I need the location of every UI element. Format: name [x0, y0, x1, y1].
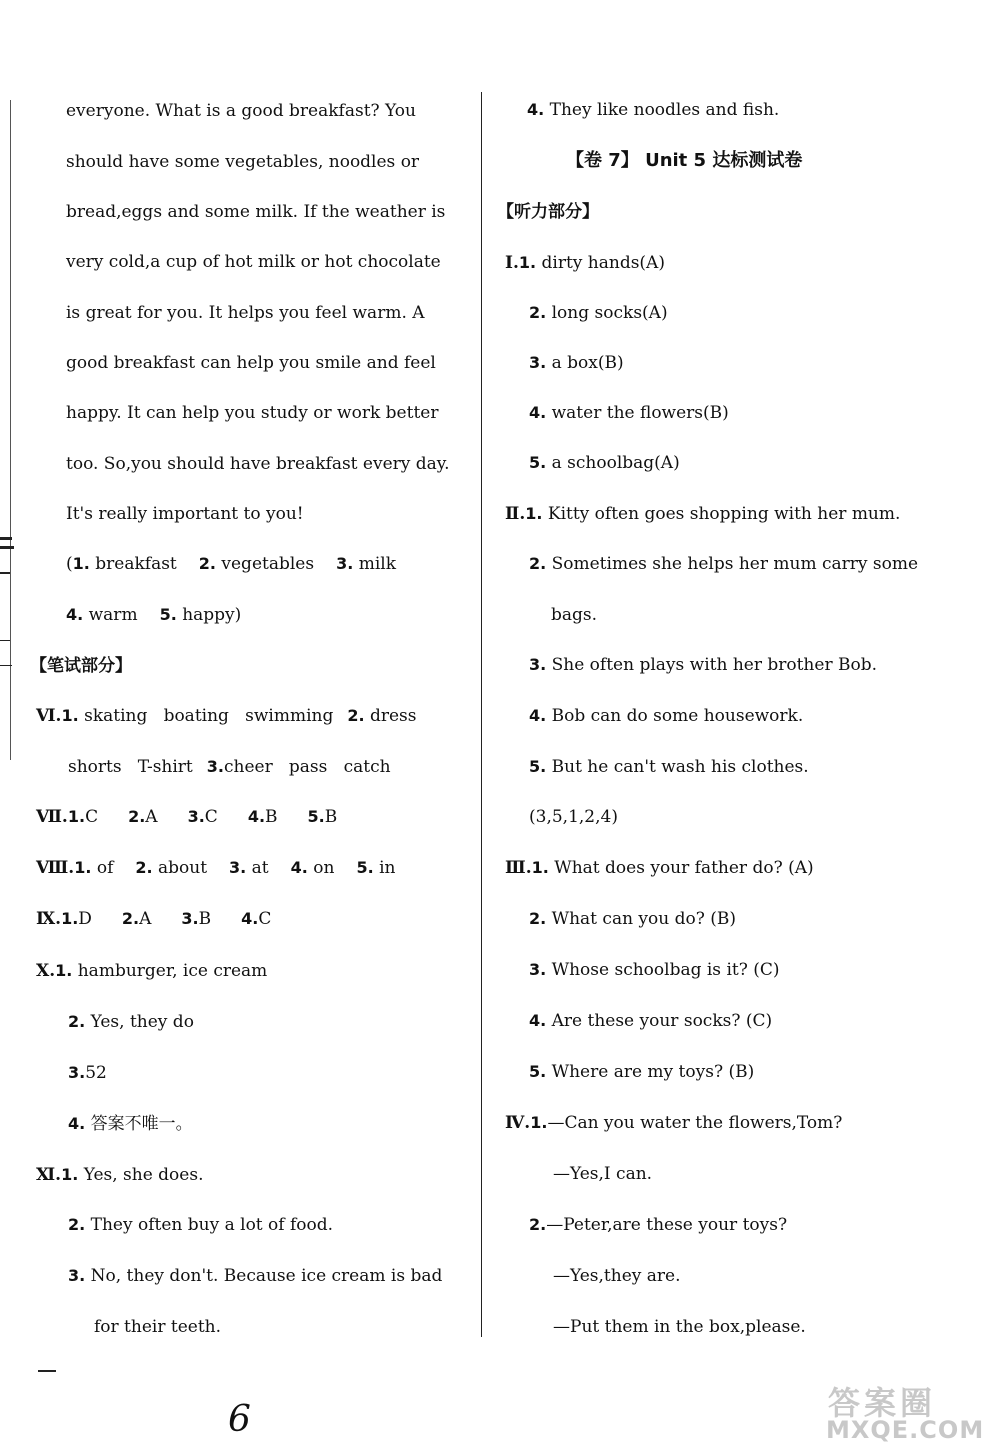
column-divider	[481, 92, 482, 1337]
binding-mark	[0, 537, 12, 540]
passage-line: bread,eggs and some milk. If the weather is	[66, 202, 446, 222]
item-number: 3.	[68, 1063, 86, 1082]
test-number-tag: 【卷 7】	[566, 150, 639, 171]
question-III	[505, 857, 814, 879]
answer-text: in	[379, 858, 396, 878]
item-number: 2.	[135, 858, 153, 877]
item-number: 3.	[181, 909, 199, 928]
answer-text: B	[265, 807, 278, 827]
passage-answers-row	[66, 604, 241, 626]
item-number: 4.	[527, 100, 545, 119]
question-II-item	[529, 705, 803, 727]
item-number: 5.	[529, 453, 547, 472]
item-number: 1.	[72, 554, 90, 573]
answer-text: milk	[358, 554, 396, 574]
question-IX	[36, 908, 271, 930]
roman-numeral: Ⅸ.	[36, 909, 62, 929]
item-number: 1.	[531, 858, 549, 877]
item-number: 2.	[121, 909, 140, 928]
item-number: 3.	[529, 353, 547, 372]
question-IV-line: —Put them in the box,please.	[553, 1317, 806, 1337]
question-III-item	[529, 1061, 754, 1083]
answer-text: long socks(A)	[551, 303, 668, 323]
answer-text: dress	[369, 706, 417, 726]
passage-line: It's really important to you!	[66, 504, 304, 524]
passage-line: everyone. What is a good breakfast? You	[66, 101, 416, 121]
answer-text: A	[139, 909, 152, 929]
binding-mark	[0, 546, 14, 549]
item-number: 4.	[247, 807, 266, 826]
question-XI-cont: for their teeth.	[94, 1317, 222, 1337]
question-I-item	[529, 452, 680, 474]
question-XI-item	[68, 1265, 442, 1287]
question-II-cont: bags.	[551, 605, 598, 625]
answer-text: 答案不唯一。	[90, 1114, 193, 1134]
roman-numeral: Ⅷ.	[36, 858, 75, 878]
answer-text: hamburger, ice cream	[77, 961, 268, 981]
item-number: 3.	[336, 554, 354, 573]
answer-text: Are these your socks? (C)	[551, 1011, 773, 1031]
question-XI	[36, 1164, 203, 1186]
item-number: 2.	[198, 554, 216, 573]
answer-text: breakfast	[95, 554, 177, 574]
question-II-item	[529, 553, 918, 575]
continued-answer	[527, 99, 779, 121]
section-heading-written: 【笔试部分】	[30, 656, 132, 676]
answer-text: Bob can do some housework.	[551, 706, 804, 726]
roman-numeral: Ⅲ.	[505, 858, 532, 878]
passage-answers-row	[66, 553, 396, 575]
roman-numeral: Ⅹ.	[36, 961, 56, 981]
item-number: 5.	[159, 605, 177, 624]
answer-text: B	[324, 807, 338, 827]
answer-text: about	[158, 858, 208, 878]
question-VI-cont	[68, 756, 391, 778]
answer-text: She often plays with her brother Bob.	[551, 655, 877, 675]
question-II-item	[529, 654, 877, 676]
footer-rule	[38, 1370, 56, 1372]
item-number: 1.	[525, 504, 543, 523]
item-number: 4.	[68, 1114, 86, 1133]
roman-numeral: Ⅺ.	[36, 1165, 62, 1185]
item-number: 4.	[241, 909, 259, 928]
answer-text: skating boating swimming	[84, 706, 334, 726]
answer-text: 52	[85, 1063, 107, 1083]
binding-mark	[0, 640, 10, 641]
item-number: 4.	[66, 605, 84, 624]
answer-text: vegetables	[221, 554, 315, 574]
item-number: 4.	[290, 858, 308, 877]
item-number: 3.	[529, 655, 547, 674]
item-number: 4.	[529, 706, 547, 725]
binding-mark	[0, 665, 12, 666]
answer-text: C	[85, 807, 99, 827]
question-III-item	[529, 959, 780, 981]
item-number: 1.	[74, 858, 92, 877]
answer-text: of	[96, 858, 114, 878]
binding-mark	[0, 572, 10, 574]
dialogue-line: —Can you water the flowers,Tom?	[547, 1113, 843, 1133]
item-number: 1.	[55, 961, 73, 980]
item-number: 1.	[518, 253, 537, 272]
question-IV	[505, 1112, 842, 1134]
answer-text: A	[145, 807, 158, 827]
answer-text: What does your father do? (A)	[554, 858, 814, 878]
section-heading-listening: 【听力部分】	[497, 202, 599, 222]
item-number: 1.	[61, 1165, 79, 1184]
question-X	[36, 960, 267, 982]
answer-text: D	[78, 909, 92, 929]
item-number: 2.	[347, 706, 365, 725]
question-VIII	[36, 857, 395, 879]
item-number: 5.	[529, 757, 547, 776]
answer-text: No, they don't. Because ice cream is bad	[90, 1266, 443, 1286]
question-III-item	[529, 1010, 772, 1032]
paren: (	[66, 554, 73, 574]
answer-text: on	[313, 858, 335, 878]
dialogue-line: —Peter,are these your toys?	[546, 1215, 788, 1235]
answer-text: dirty hands(A)	[541, 253, 665, 273]
passage-line: good breakfast can help you smile and feel	[66, 353, 436, 373]
passage-line: happy. It can help you study or work better	[66, 403, 439, 423]
answer-text: Sometimes she helps her mum carry some	[551, 554, 919, 574]
answer-text: a schoolbag(A)	[551, 453, 680, 473]
item-number: 5.	[356, 858, 374, 877]
question-VII	[36, 806, 337, 828]
question-VI	[36, 705, 417, 727]
item-number: 5.	[307, 807, 325, 826]
passage-line: too. So,you should have breakfast every day.	[66, 454, 450, 474]
answer-text: C	[258, 909, 272, 929]
question-IV-line: —Yes,I can.	[553, 1164, 653, 1184]
passage-line: should have some vegetables, noodles or	[66, 152, 420, 172]
roman-numeral: Ⅳ.	[505, 1113, 531, 1133]
answer-text: warm	[88, 605, 138, 625]
item-number: 3.	[529, 960, 547, 979]
item-number: 1.	[67, 807, 86, 826]
item-number: 3.	[68, 1266, 86, 1285]
answer-text: at	[251, 858, 269, 878]
answer-text: C	[204, 807, 218, 827]
answer-text: happy)	[182, 605, 242, 625]
item-number: 3.	[229, 858, 247, 877]
item-number: 1.	[61, 909, 79, 928]
watermark-url: MXQE.COM	[826, 1416, 985, 1444]
question-X-item	[68, 1011, 194, 1033]
question-II-item	[529, 756, 809, 778]
answer-text: a box(B)	[551, 353, 624, 373]
question-I-item	[529, 352, 624, 374]
binding-edge-line	[10, 100, 11, 760]
item-number: 4.	[529, 1011, 547, 1030]
item-number: 2.	[68, 1012, 86, 1031]
passage-line: is great for you. It helps you feel warm. A	[66, 303, 425, 323]
question-IV-line: —Yes,they are.	[553, 1266, 681, 1286]
roman-numeral: Ⅵ.	[36, 706, 62, 726]
question-I-item	[529, 402, 729, 424]
question-IV-item	[529, 1214, 787, 1236]
item-number: 3.	[187, 807, 205, 826]
answer-text: B	[198, 909, 212, 929]
item-number: 5.	[529, 1062, 547, 1081]
question-XI-item	[68, 1214, 333, 1236]
question-X-item	[68, 1062, 107, 1084]
watermark-text: 答案圈	[828, 1384, 937, 1422]
answer-text: Where are my toys? (B)	[551, 1062, 755, 1082]
answer-text: But he can't wash his clothes.	[551, 757, 809, 777]
question-I	[505, 252, 665, 274]
item-number: 1.	[61, 706, 79, 725]
answer-text: They often buy a lot of food.	[90, 1215, 334, 1235]
answer-text: Kitty often goes shopping with her mum.	[547, 504, 901, 524]
item-number: 2.	[68, 1215, 86, 1234]
roman-numeral: Ⅱ.	[505, 504, 526, 524]
item-number: 2.	[529, 554, 547, 573]
item-number: 4.	[529, 403, 547, 422]
question-I-item	[529, 302, 668, 324]
item-number: 2.	[128, 807, 146, 826]
item-number: 1.	[530, 1113, 548, 1132]
passage-line: very cold,a cup of hot milk or hot chocolate	[66, 252, 441, 272]
answer-text: Whose schoolbag is it? (C)	[551, 960, 780, 980]
answer-text: shorts T-shirt	[68, 757, 193, 777]
answer-text: What can you do? (B)	[551, 909, 737, 929]
answer-text: Yes, they do	[90, 1012, 194, 1032]
item-number: 2.	[529, 1215, 547, 1234]
item-number: 2.	[529, 909, 547, 928]
item-number: 2.	[529, 303, 547, 322]
question-II	[505, 503, 900, 525]
page-number: 6	[228, 1399, 251, 1440]
item-number: 3.	[206, 757, 224, 776]
roman-numeral: Ⅶ.	[36, 807, 68, 827]
answer-text: cheer pass catch	[223, 757, 391, 777]
question-X-item	[68, 1113, 193, 1135]
answer-text: They like noodles and fish.	[549, 100, 780, 120]
roman-numeral: Ⅰ.	[505, 253, 519, 273]
question-III-item	[529, 908, 736, 930]
question-II-order: (3,5,1,2,4)	[529, 807, 618, 827]
test-title: Unit 5 达标测试卷	[645, 150, 803, 171]
test-heading	[566, 150, 802, 172]
answer-text: water the flowers(B)	[551, 403, 729, 423]
watermark-logo	[822, 1378, 992, 1446]
answer-text: Yes, she does.	[83, 1165, 204, 1185]
